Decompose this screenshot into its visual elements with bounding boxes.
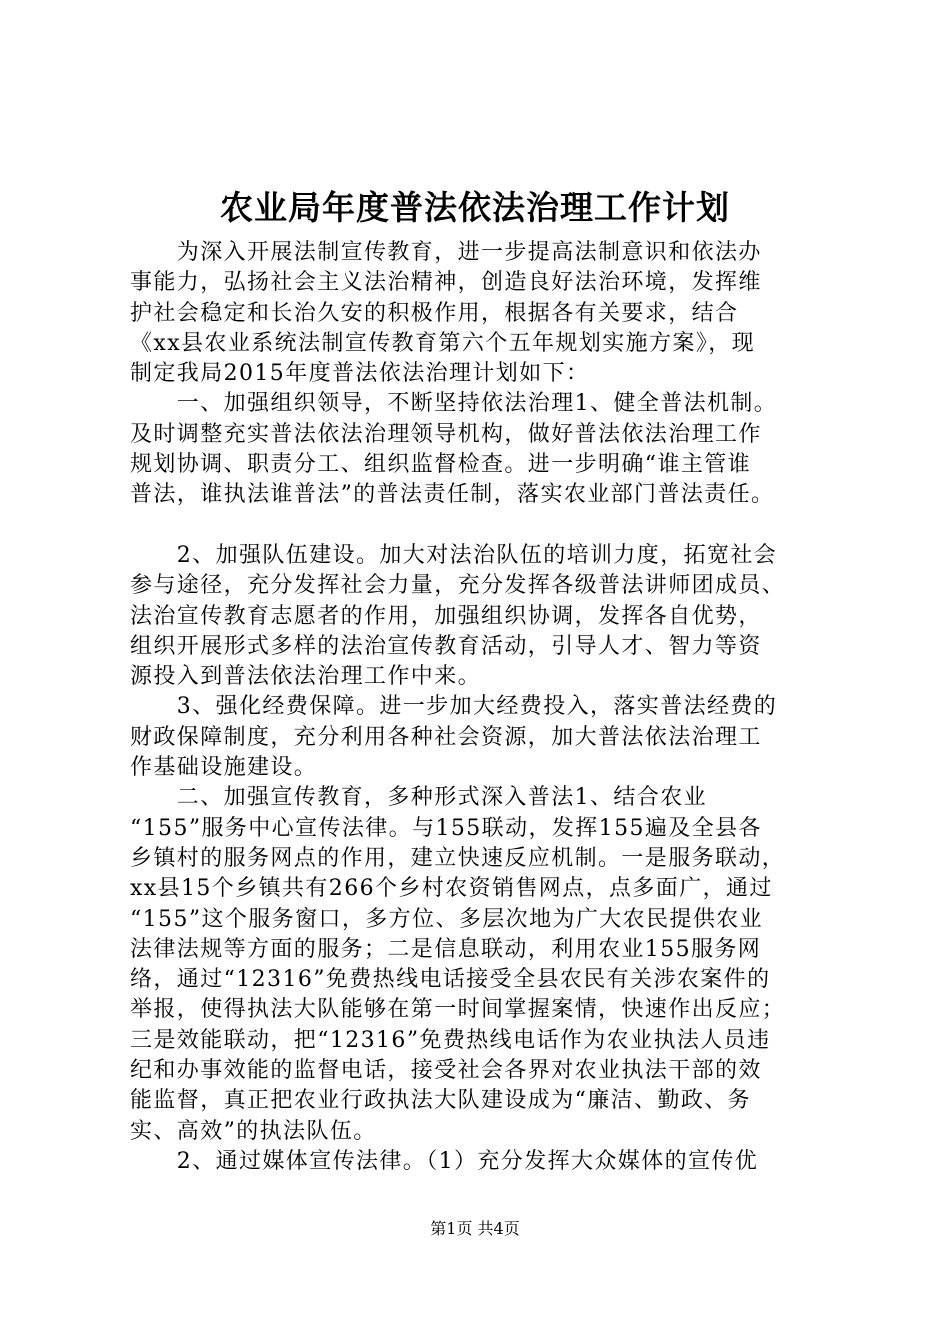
body-line: 制定我局2015年度普法依法治理计划如下： — [130, 361, 590, 387]
body-line: 实、高效”的执法队伍。 — [130, 1118, 377, 1144]
body-line: 三是效能联动，把“12316”免费热线电话作为农业执法人员违 — [130, 1027, 771, 1053]
body-line: 络，通过“12316”免费热线电话接受全县农民有关涉农案件的 — [130, 967, 771, 993]
document-body — [130, 238, 842, 1177]
body-line: 规划协调、职责分工、组织监督检查。进一步明确“谁主管谁 — [130, 452, 752, 478]
body-line: 法律法规等方面的服务；二是信息联动，利用农业155服务网 — [130, 936, 762, 962]
body-line: 及时调整充实普法依法治理领导机构，做好普法依法治理工作 — [130, 421, 762, 447]
body-line: 组织开展形式多样的法治宣传教育活动，引导人才、智力等资 — [130, 633, 762, 659]
body-line: 参与途径，充分发挥社会力量，充分发挥各级普法讲师团成员、 — [130, 573, 786, 599]
body-line: 为深入开展法制宣传教育，进一步提高法制意识和依法办 — [130, 240, 762, 265]
body-line: 2、加强队伍建设。加大对法治队伍的培训力度，拓宽社会 — [130, 542, 778, 568]
body-line: 3、强化经费保障。进一步加大经费投入，落实普法经费的 — [130, 694, 778, 720]
body-line: “155”这个服务窗口，多方位、多层次地为广大农民提供农业 — [130, 906, 764, 932]
body-line: 事能力，弘扬社会主义法治精神，创造良好法治环境，发挥维 — [130, 270, 762, 296]
body-line: 举报，使得执法大队能够在第一时间掌握案情，快速作出反应； — [130, 997, 786, 1023]
body-line: xx县15个乡镇共有266个乡村农资销售网点，点多面广，通过 — [130, 876, 773, 902]
document-title: 农业局年度普法依法治理工作计划 — [220, 188, 730, 227]
body-line: 一、加强组织领导，不断坚持依法治理1、健全普法机制。 — [130, 391, 778, 417]
blank-line — [130, 511, 842, 541]
body-line: “155”服务中心宣传法律。与155联动，发挥155遍及全县各 — [130, 815, 762, 841]
page-footer: 第1页 共4页 — [430, 1219, 520, 1238]
body-line: 法治宣传教育志愿者的作用，加强组织协调，发挥各自优势， — [130, 603, 762, 629]
body-line: 护社会稳定和长治久安的积极作用，根据各有关要求，结合 — [130, 300, 739, 326]
body-line: 财政保障制度，充分利用各种社会资源，加大普法依法治理工 — [130, 724, 762, 750]
body-line: 源投入到普法依法治理工作中来。 — [130, 664, 482, 690]
body-line: 作基础设施建设。 — [130, 755, 318, 781]
body-line: 能监督，真正把农业行政执法大队建设成为“廉洁、勤政、务 — [130, 1088, 752, 1114]
body-line: 2、通过媒体宣传法律。（1）充分发挥大众媒体的宣传优 — [130, 1148, 759, 1174]
body-line: 二、加强宣传教育，多种形式深入普法1、结合农业 — [130, 785, 707, 811]
body-line: 纪和办事效能的监督电话，接受社会各界对农业执法干部的效 — [130, 1058, 762, 1084]
body-line: 《xx县农业系统法制宣传教育第六个五年规划实施方案》，现 — [130, 330, 756, 356]
body-line: 乡镇村的服务网点的作用，建立快速反应机制。一是服务联动， — [130, 845, 786, 871]
body-line: 普法，谁执法谁普法”的普法责任制，落实农业部门普法责任。 — [130, 482, 775, 508]
